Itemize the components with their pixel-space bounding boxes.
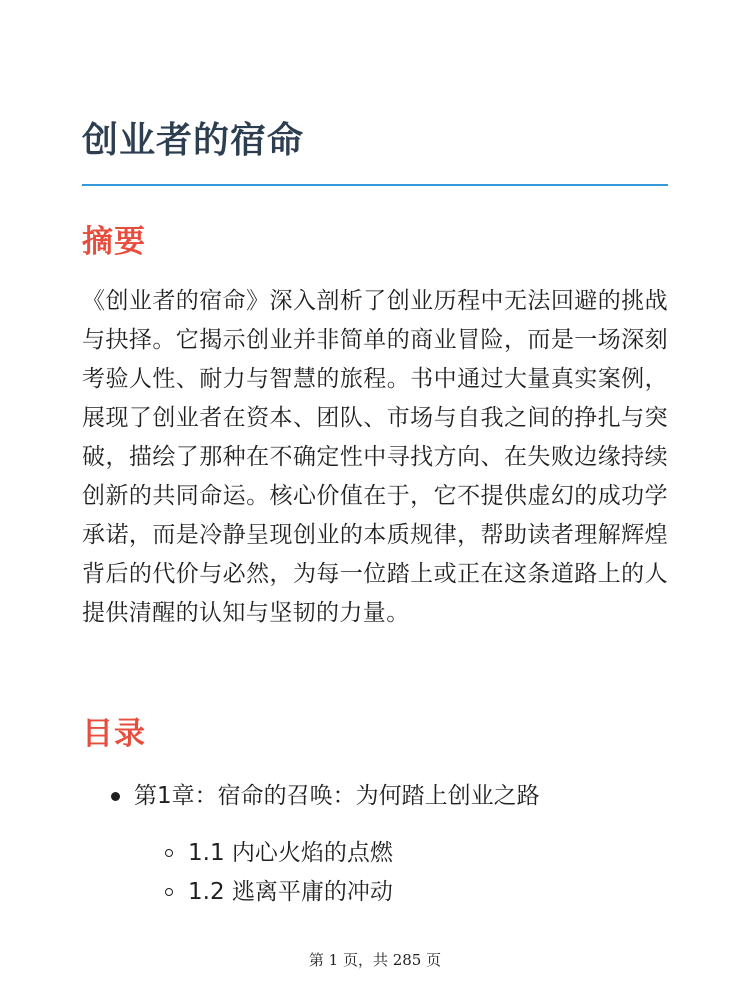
toc-chapter-item[interactable] <box>82 776 668 912</box>
toc-subsection-label: 1.2 逃离平庸的冲动 <box>188 879 393 905</box>
toc-subsection-item[interactable] <box>134 873 668 912</box>
summary-paragraph: 《创业者的宿命》深入剖析了创业历程中无法回避的挑战与抉择。它揭示创业并非简单的商业冒险，而是一场深刻考验人性、耐力与智慧的旅程。书中通过大量真实案例，展现了创业者在资本、团队、市场与自我之间的挣扎与突破，描绘了那种在不确定性中寻找方向、在失败边缘持续创新的共同命运。核心价值在于，它不提供虚幻的成功学承诺，而是冷静呈现创业的本质规律，帮助读者理解辉煌背后的代价与必然，为每一位踏上或正在这条道路上的人提供清醒的认知与坚韧的力量。 <box>82 288 668 626</box>
toc-subsection-label: 1.1 内心火焰的点燃 <box>188 840 393 866</box>
toc-heading: 目录 <box>82 716 146 752</box>
document-title: 创业者的宿命 <box>82 120 305 161</box>
toc-subsection-list <box>134 834 668 912</box>
bullet-circle-icon <box>165 888 173 896</box>
table-of-contents <box>82 776 668 912</box>
summary-heading: 摘要 <box>82 224 146 260</box>
title-divider <box>82 184 668 186</box>
toc-subsection-item[interactable] <box>134 834 668 873</box>
toc-chapter-label: 第1章：宿命的召唤：为何踏上创业之路 <box>134 783 540 809</box>
bullet-circle-icon <box>165 849 173 857</box>
page-number-footer: 第 1 页，共 285 页 <box>308 951 442 969</box>
bullet-disc-icon <box>111 792 120 801</box>
